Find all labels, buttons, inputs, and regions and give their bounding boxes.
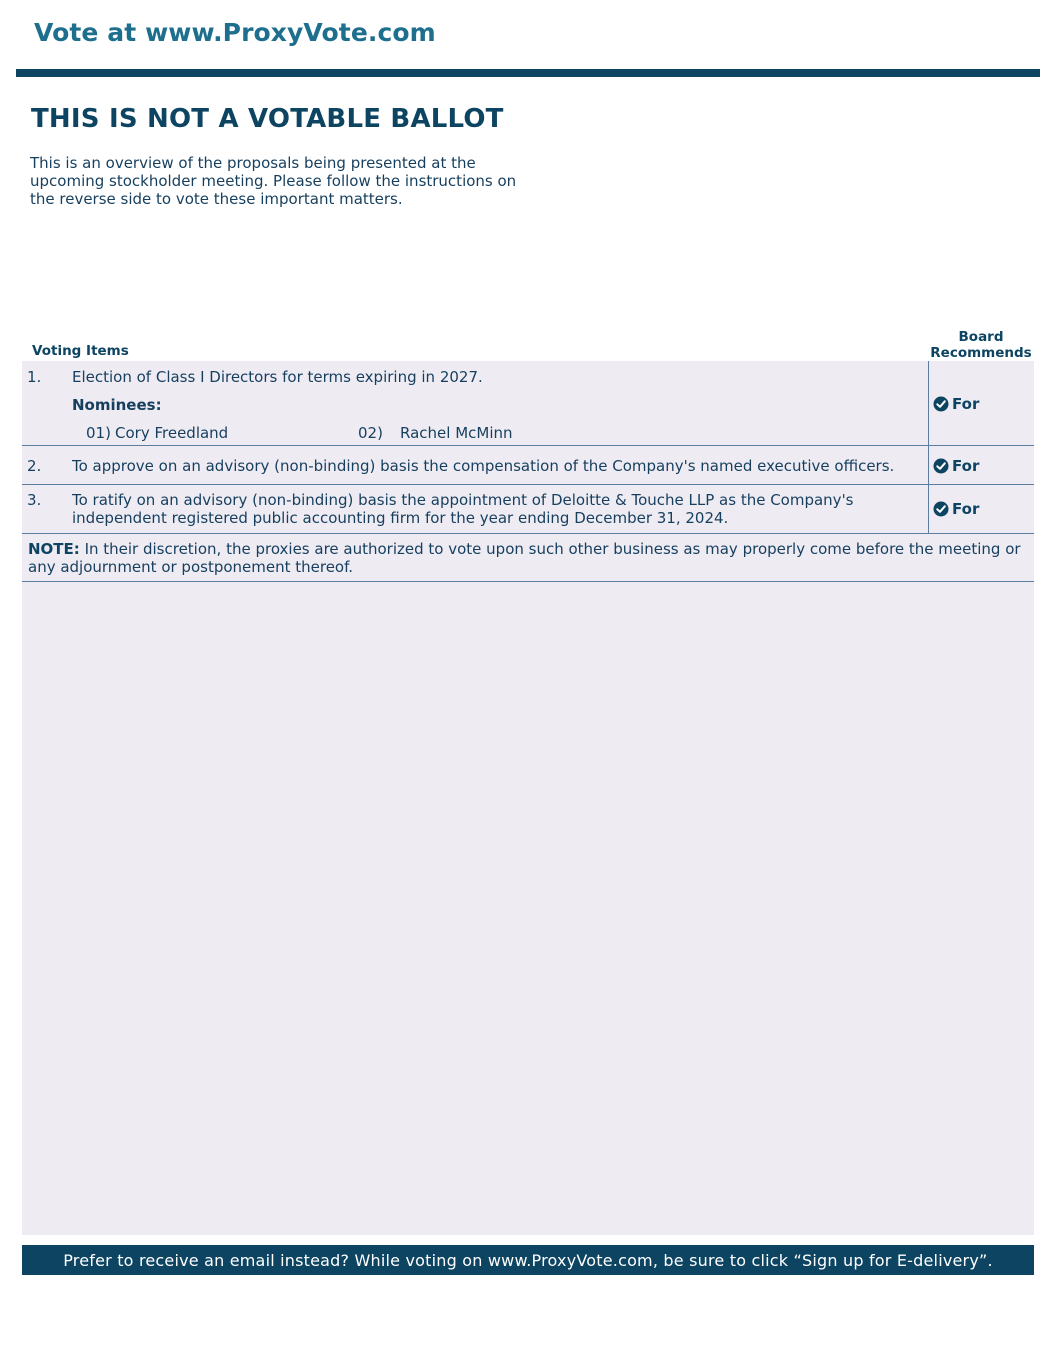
voting-items-header: Voting Items [32, 343, 129, 359]
row-divider [22, 581, 1034, 582]
header-rule [16, 69, 1040, 77]
item-number: 2. [27, 457, 42, 475]
item-text: To ratify on an advisory (non-binding) basis the appointment of Deloitte & Touche LLP as the Company's independent registered public accounting firm for the year ending December 31, 2024. [72, 491, 854, 527]
voting-item-1 [22, 361, 1034, 445]
column-divider [928, 361, 929, 533]
nominees-label: Nominees: [72, 396, 162, 414]
item-number: 3. [27, 491, 42, 509]
footer-banner [22, 1245, 1034, 1275]
voting-item-3 [22, 485, 1034, 533]
note-text [28, 540, 1033, 576]
note-body: In their discretion, the proxies are authorized to vote upon such other business as may properly come before the meeting or any adjournment or postponement thereof. [28, 540, 1021, 576]
nominee-name: Cory Freedland [115, 424, 229, 442]
page-title: THIS IS NOT A VOTABLE BALLOT [31, 104, 504, 134]
recommendation-value: For [952, 457, 980, 475]
recommendation-value: For [952, 500, 980, 518]
nominee-number: 02) [358, 424, 383, 442]
check-circle-icon [933, 501, 949, 517]
board-header-line1: Board [958, 329, 1004, 345]
site-header-text: Vote at www.ProxyVote.com [34, 18, 436, 47]
voting-item-2 [22, 446, 1034, 484]
intro-text: This is an overview of the proposals being presented at the upcoming stockholder meeting. Please follow the instructions on the reverse side to vote these important matters. [30, 154, 517, 208]
check-circle-icon [933, 396, 949, 412]
nominee-name: Rachel McMinn [400, 424, 513, 442]
board-header-line2: Recommends [930, 345, 1032, 361]
recommendation-value: For [952, 395, 980, 413]
check-circle-icon [933, 458, 949, 474]
nominee-number: 01) [86, 424, 111, 442]
item-number: 1. [27, 368, 42, 386]
footer-text: Prefer to receive an email instead? While voting on www.ProxyVote.com, be sure to click “Sign up for E-delivery”. [63, 1250, 993, 1270]
board-recommends-header [928, 329, 1034, 361]
note-label: NOTE: [28, 540, 80, 558]
board-recommendation [933, 395, 979, 413]
voting-panel [22, 361, 1034, 1235]
row-divider [22, 533, 1034, 534]
item-text: Election of Class I Directors for terms expiring in 2027. [72, 368, 483, 386]
item-text: To approve on an advisory (non-binding) basis the compensation of the Company's named executive officers. [72, 457, 895, 475]
board-recommendation [933, 500, 979, 518]
board-recommendation [933, 457, 979, 475]
